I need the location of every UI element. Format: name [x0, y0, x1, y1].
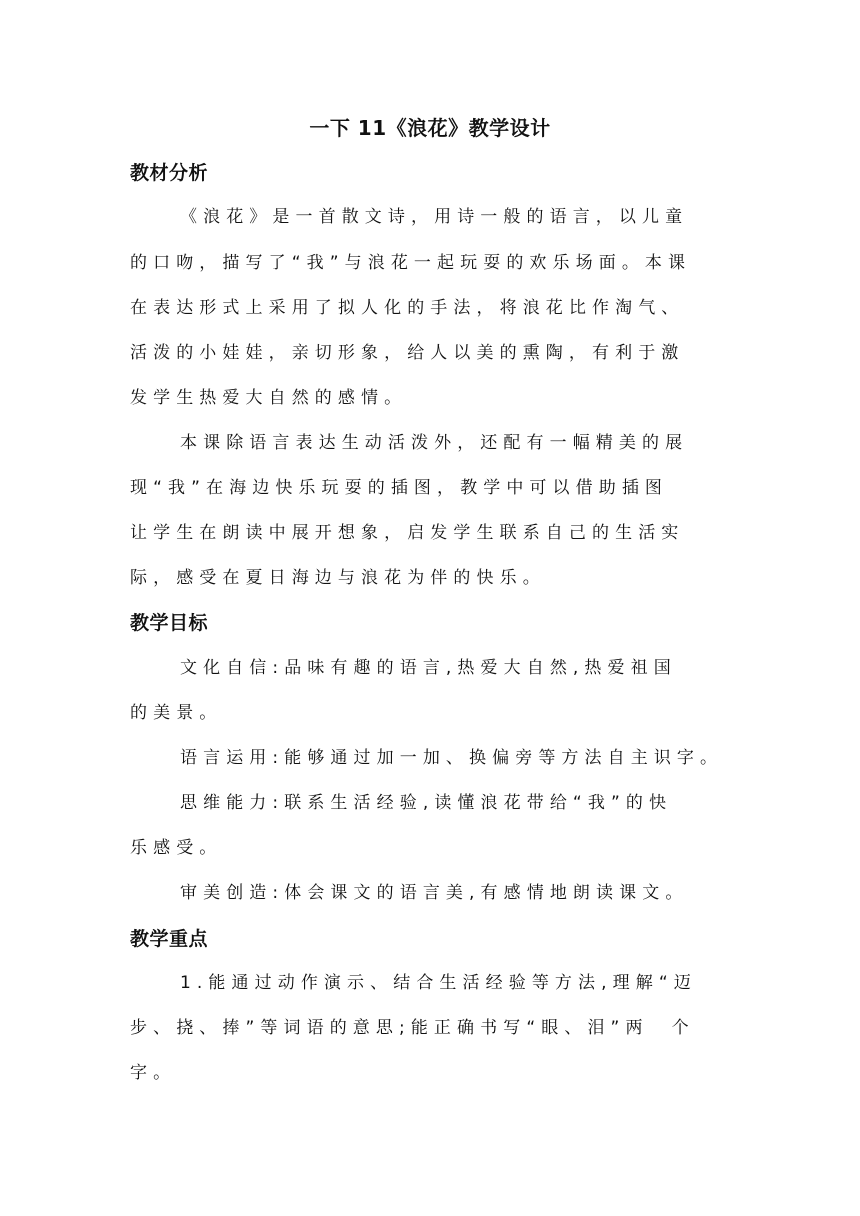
section-heading-key-points: 教学重点	[130, 928, 209, 950]
paragraph-line: 步、挠、捧”等词语的意思;能正确书写“眼、泪”两 个	[130, 1018, 695, 1038]
paragraph-line: 《浪花》是一首散文诗，用诗一般的语言，以儿童	[180, 207, 689, 227]
paragraph-line: 际，感受在夏日海边与浪花为伴的快乐。	[130, 568, 546, 588]
paragraph-line: 本课除语言表达生动活泼外，还配有一幅精美的展	[180, 433, 689, 453]
paragraph-line: 在表达形式上采用了拟人化的手法，将浪花比作淘气、	[130, 298, 685, 318]
paragraph-line: 活泼的小娃娃，亲切形象，给人以美的熏陶，有利于激	[130, 343, 685, 363]
paragraph-line: 1.能通过动作演示、结合生活经验等方法,理解“迈	[180, 973, 697, 993]
paragraph-line: 现“我”在海边快乐玩耍的插图，教学中可以借助插图	[130, 478, 669, 498]
section-heading-analysis: 教材分析	[130, 162, 209, 184]
paragraph-line: 审美创造:体会课文的语言美,有感情地朗读课文。	[180, 883, 689, 903]
paragraph-line: 的口吻，描写了“我”与浪花一起玩耍的欢乐场面。本课	[130, 253, 692, 273]
paragraph-line: 让学生在朗读中展开想象，启发学生联系自己的生活实	[130, 523, 685, 543]
paragraph-line: 思维能力:联系生活经验,读懂浪花带给“我”的快	[180, 793, 673, 813]
paragraph-line: 字。	[130, 1063, 177, 1083]
paragraph-line: 文化自信:品味有趣的语言,热爱大自然,热爱祖国	[180, 658, 677, 678]
section-heading-goals: 教学目标	[130, 612, 209, 634]
paragraph-line: 发学生热爱大自然的感情。	[130, 388, 408, 408]
paragraph-line: 的美景。	[130, 703, 223, 723]
document-title: 一下 11《浪花》教学设计	[309, 116, 551, 140]
paragraph-line: 乐感受。	[130, 838, 223, 858]
paragraph-line: 语言运用:能够通过加一加、换偏旁等方法自主识字。	[180, 748, 724, 768]
